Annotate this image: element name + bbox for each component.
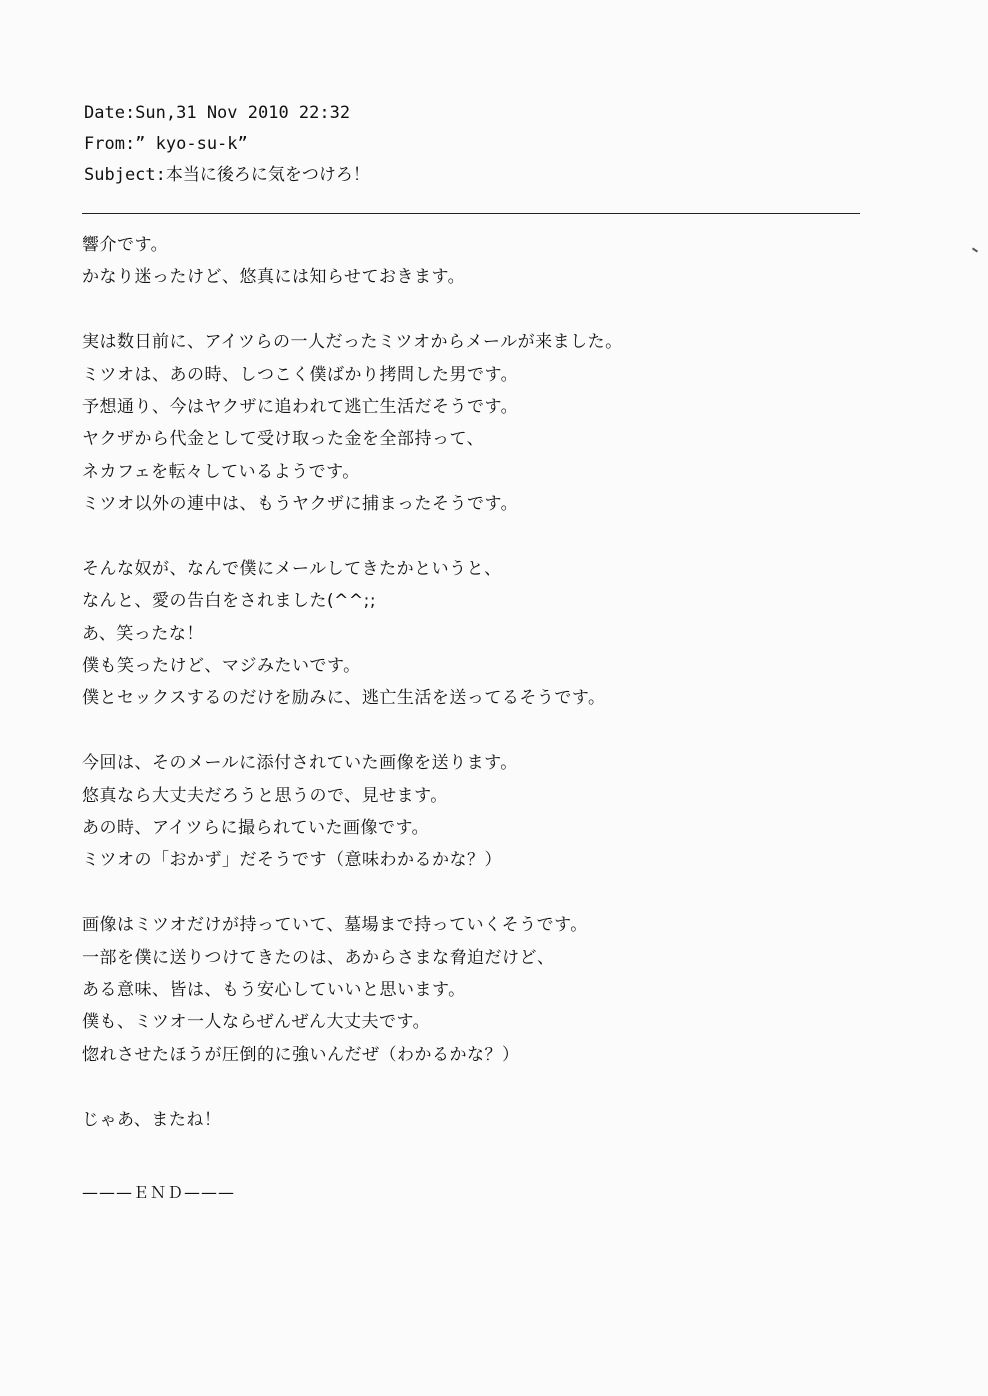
paragraph-gap — [82, 1071, 942, 1103]
body-line: 惚れさせたほうが圧倒的に強いんだぜ（わかるかな？） — [82, 1044, 520, 1065]
body-line: ミツオ以外の連中は、もうヤクザに捕まったそうです。 — [82, 494, 519, 515]
paragraph-gap — [82, 715, 942, 747]
paragraph — [82, 909, 942, 1071]
body-line: 僕も、ミツオ一人ならぜんぜん大丈夫です。 — [82, 1012, 431, 1033]
body-line: 僕も笑ったけど、マジみたいです。 — [82, 656, 361, 677]
date-line: Date:Sun,31 Nov 2010 22:32 — [84, 103, 351, 123]
body-line: 今回は、そのメールに添付されていた画像を送ります。 — [82, 753, 518, 774]
body-line: 画像はミツオだけが持っていて、墓場まで持っていくそうです。 — [82, 915, 588, 936]
body-line: 響介です。 — [82, 235, 169, 255]
paragraph-gap — [82, 521, 942, 553]
from-line: From:” kyo-su-k” — [84, 134, 248, 154]
header-divider — [82, 213, 860, 214]
paragraph — [82, 326, 942, 520]
body-line: そんな奴が、なんで僕にメールしてきたかというと、 — [82, 558, 502, 579]
end-marker: ———ＥＮＤ——— — [82, 1183, 236, 1202]
body-line: 悠真なら大丈夫だろうと思うので、見せます。 — [82, 785, 448, 806]
paragraph-gap — [82, 294, 942, 326]
body-line: ある意味、皆は、もう安心していいと思います。 — [82, 979, 466, 1000]
body-line: ミツオの「おかず」だそうです（意味わかるかな？） — [82, 850, 502, 871]
paragraph-gap — [82, 877, 942, 909]
body-line: ミツオは、あの時、しつこく僕ばかり拷問した男です。 — [82, 364, 519, 385]
email-body — [82, 229, 942, 1136]
body-line: 一部を僕に送りつけてきたのは、あからさまな脅迫だけど、 — [82, 947, 555, 968]
scan-speck — [972, 247, 978, 252]
body-line: かなり迷ったけど、悠真には知らせておきます。 — [82, 267, 466, 288]
body-line: 僕とセックスするのだけを励みに、逃亡生活を送ってるそうです。 — [82, 688, 606, 709]
subject-line: Subject:本当に後ろに気をつけろ！ — [84, 165, 370, 185]
body-line: なんと、愛の告白をされました(^^;; — [82, 591, 377, 612]
body-line: ヤクザから代金として受け取った金を全部持って、 — [82, 429, 485, 450]
body-line: じゃあ、またね！ — [82, 1109, 222, 1130]
body-line: あ、笑ったな！ — [82, 623, 204, 644]
email-header — [84, 98, 370, 191]
paragraph — [82, 1104, 942, 1136]
body-line: 予想通り、今はヤクザに追われて逃亡生活だそうです。 — [82, 396, 519, 417]
paragraph — [82, 229, 942, 294]
body-line: ネカフェを転々しているようです。 — [82, 461, 360, 482]
paragraph — [82, 553, 942, 715]
body-line: 実は数日前に、アイツらの一人だったミツオからメールが来ました。 — [82, 332, 623, 353]
paragraph — [82, 747, 942, 877]
body-line: あの時、アイツらに撮られていた画像です。 — [82, 818, 430, 839]
